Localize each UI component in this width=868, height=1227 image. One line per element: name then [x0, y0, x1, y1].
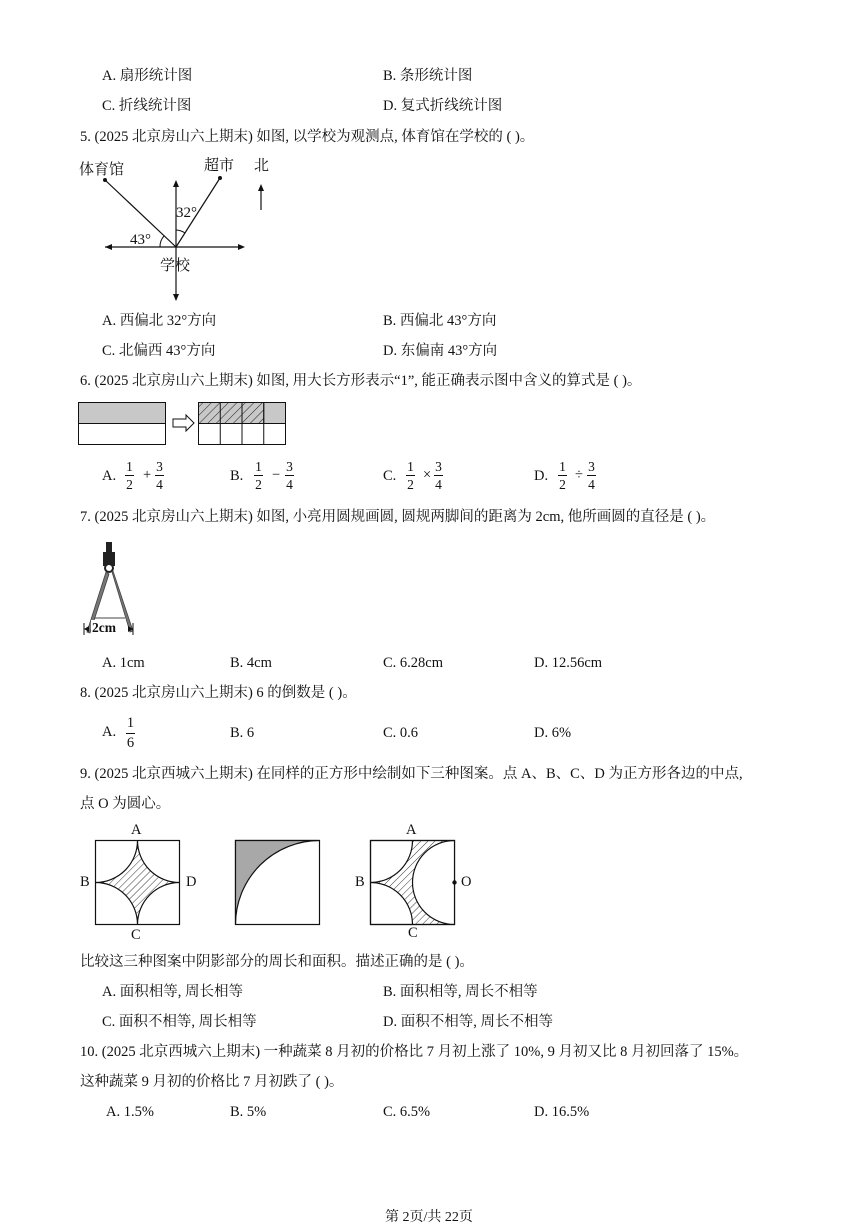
q10-stem-line2: 这种蔬菜 9 月初的价格比 7 月初跌了 ( )。: [80, 1074, 344, 1090]
q6-a-fraction-1: 1 2: [126, 459, 133, 492]
q9-fig1-label-b: B: [80, 874, 90, 890]
q6-b-operator: −: [272, 467, 281, 483]
q5-market-label: 超市: [204, 158, 235, 174]
q5-angle-43: 43°: [130, 232, 151, 248]
q9-fig3-label-o: O: [461, 874, 472, 890]
q6-option-a-label: A.: [102, 468, 117, 484]
q6-d-fraction-2: 3 4: [588, 459, 595, 492]
q5-gym-label: 体育馆: [79, 162, 125, 178]
q9-option-a: A. 面积相等, 周长相等: [102, 984, 243, 1000]
q4-option-a: A. 扇形统计图: [102, 68, 193, 84]
q8-option-d: D. 6%: [534, 725, 572, 741]
q6-c-fraction-2: 3 4: [435, 459, 442, 492]
q6-d-fraction-1: 1 2: [559, 459, 566, 492]
q9-fig3-label-b: B: [355, 874, 365, 890]
q4-option-c: C. 折线统计图: [102, 98, 192, 114]
q6-option-d-label: D.: [534, 468, 549, 484]
q9-fig1-label-a: A: [131, 822, 142, 838]
q7-distance-label: 2cm: [92, 620, 116, 635]
q6-a-fraction-2: 3 4: [156, 459, 163, 492]
q9-compare-question: 比较这三种图案中阴影部分的周长和面积。描述正确的是 ( )。: [80, 954, 474, 970]
q6-b-fraction-1: 1 2: [255, 459, 262, 492]
q6-d-operator: ÷: [575, 467, 583, 483]
q5-option-a: A. 西偏北 32°方向: [102, 313, 217, 329]
q4-option-d: D. 复式折线统计图: [383, 98, 503, 114]
q10-option-a: A. 1.5%: [106, 1104, 154, 1120]
q8-option-c: C. 0.6: [383, 725, 419, 741]
q9-fig1-label-c: C: [131, 927, 141, 943]
q5-option-b: B. 西偏北 43°方向: [383, 313, 497, 329]
q6-a-operator: +: [143, 467, 152, 483]
q5-option-d: D. 东偏南 43°方向: [383, 343, 498, 359]
q6-option-b-label: B.: [230, 468, 244, 484]
q6-b-fraction-2: 3 4: [286, 459, 293, 492]
q9-three-patterns: [80, 828, 480, 938]
q8-a-fraction: 1 6: [126, 715, 135, 751]
q8-option-a-label: A.: [102, 724, 117, 740]
q9-option-c: C. 面积不相等, 周长相等: [102, 1014, 257, 1030]
q9-fig1-label-d: D: [186, 874, 197, 890]
q6-rectangle-diagram: [78, 400, 293, 450]
q10-option-d: D. 16.5%: [534, 1104, 590, 1120]
q4-option-b: B. 条形统计图: [383, 68, 473, 84]
q5-north-label: 北: [254, 158, 270, 174]
q5-school-label: 学校: [160, 258, 191, 274]
q9-fig3-label-a: A: [406, 822, 417, 838]
page-number: 第 2页/共 22页: [385, 1210, 473, 1225]
q5-option-c: C. 北偏西 43°方向: [102, 343, 216, 359]
q9-stem-line1: 9. (2025 北京西城六上期末) 在同样的正方形中绘制如下三种图案。点 A、B、C、D 为正方形各边的中点,: [80, 766, 743, 782]
q7-option-a: A. 1cm: [102, 655, 145, 671]
q6-c-fraction-1: 1 2: [407, 459, 414, 492]
q8-stem: 8. (2025 北京房山六上期末) 6 的倒数是 ( )。: [80, 685, 357, 701]
q7-option-d: D. 12.56cm: [534, 655, 603, 671]
q10-stem-line1: 10. (2025 北京西城六上期末) 一种蔬菜 8 月初的价格比 7 月初上涨了 10%, 9 月初又比 8 月初回落了 15%。: [80, 1044, 749, 1060]
q9-stem-line2: 点 O 为圆心。: [80, 796, 171, 812]
q9-option-d: D. 面积不相等, 周长不相等: [383, 1014, 553, 1030]
q7-option-c: C. 6.28cm: [383, 655, 444, 671]
q6-c-operator: ×: [423, 467, 432, 483]
q7-stem: 7. (2025 北京房山六上期末) 如图, 小亮用圆规画圆, 圆规两脚间的距离为 2cm, 他所画圆的直径是 ( )。: [80, 509, 716, 525]
q5-angle-32: 32°: [176, 205, 197, 221]
q5-stem: 5. (2025 北京房山六上期末) 如图, 以学校为观测点, 体育馆在学校的 ( )。: [80, 129, 535, 145]
q10-option-b: B. 5%: [230, 1104, 267, 1120]
q6-option-c-label: C.: [383, 468, 397, 484]
q7-option-b: B. 4cm: [230, 655, 272, 671]
q6-stem: 6. (2025 北京房山六上期末) 如图, 用大长方形表示“1”, 能正确表示图中含义的算式是 ( )。: [80, 373, 642, 389]
q9-option-b: B. 面积相等, 周长不相等: [383, 984, 538, 1000]
q9-fig3-label-c: C: [408, 925, 418, 941]
q10-option-c: C. 6.5%: [383, 1104, 431, 1120]
q8-option-b: B. 6: [230, 725, 255, 741]
